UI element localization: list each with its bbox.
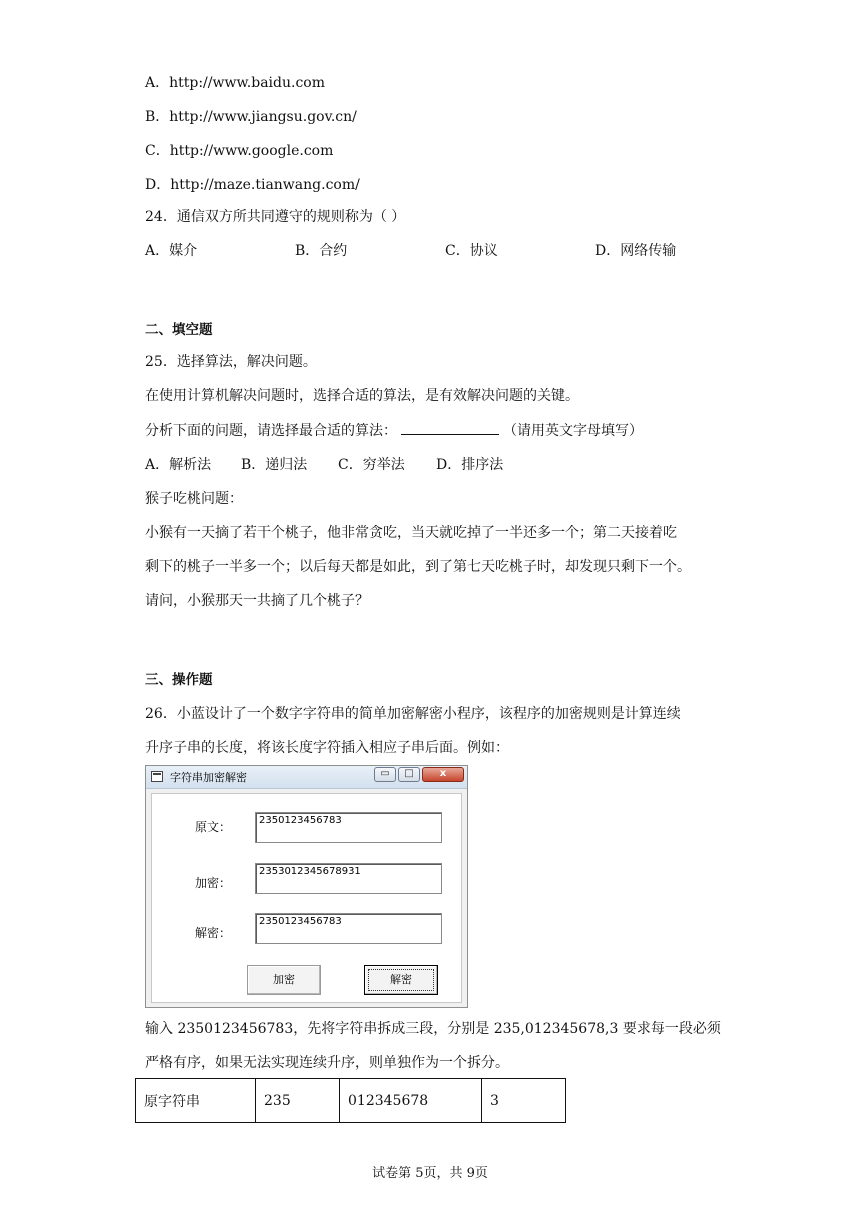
q25-stem: 25．选择算法，解决问题。 [145, 354, 317, 370]
table-cell: 012345678 [340, 1079, 482, 1123]
original-text-field[interactable]: 2350123456783 [255, 812, 442, 843]
q25-question-suffix: （请用英文字母填写） [503, 423, 643, 439]
q23-option-d: D．http://maze.tianwang.com/ [145, 177, 360, 193]
original-label: 原文： [195, 820, 232, 834]
close-button[interactable]: x [422, 767, 464, 782]
table-cell: 235 [256, 1079, 340, 1123]
q25-problem-line-1: 小猴有一天摘了若干个桃子，他非常贪吃，当天就吃掉了一半还多一个；第二天接着吃 [145, 525, 677, 541]
q24-option-d: D．网络传输 [595, 243, 677, 259]
answer-blank [401, 420, 499, 435]
section-title-operation: 三、操作题 [145, 672, 213, 688]
q24-option-c: C．协议 [445, 243, 498, 259]
q25-option-c: C．穷举法 [338, 457, 405, 473]
split-table [135, 1078, 566, 1123]
decrypt-button[interactable]: 解密 [364, 965, 438, 995]
maximize-button[interactable]: □ [398, 767, 420, 782]
q26-after-line-1: 输入 2350123456783，先将字符串拆成三段，分别是 235,012345678,3 要求每一段必须 [145, 1021, 721, 1037]
window-title: 字符串加密解密 [170, 771, 247, 784]
q25-option-d: D．排序法 [436, 457, 504, 473]
q24-stem: 24．通信双方所共同遵守的规则称为（ ） [145, 209, 406, 225]
table-row [136, 1079, 566, 1123]
page-footer: 试卷第 5页，共 9页 [372, 1166, 488, 1181]
decrypted-label: 解密： [195, 926, 232, 940]
encrypt-window [145, 765, 468, 1008]
q23-option-a: A．http://www.baidu.com [145, 75, 325, 91]
table-cell: 原字符串 [136, 1079, 256, 1123]
q23-option-b: B．http://www.jiangsu.gov.cn/ [145, 109, 357, 125]
q26-line-2: 升序子串的长度，将该长度字符插入相应子串后面。例如： [145, 740, 509, 756]
q25-option-b: B．递归法 [241, 457, 308, 473]
window-title-bar [146, 766, 467, 789]
q25-question-prefix: 分析下面的问题，请选择最合适的算法： [145, 423, 397, 439]
encrypt-button[interactable]: 加密 [247, 965, 321, 995]
section-title-fill-blank: 二、填空题 [145, 322, 213, 338]
table-cell: 3 [482, 1079, 566, 1123]
q24-option-a: A．媒介 [145, 243, 198, 259]
q25-question [145, 420, 643, 441]
q25-problem-line-3: 请问，小猴那天一共摘了几个桃子？ [145, 593, 369, 609]
q23-option-c: C．http://www.google.com [145, 143, 334, 159]
decrypted-text-field[interactable]: 2350123456783 [255, 913, 442, 944]
q25-option-a: A．解析法 [145, 457, 212, 473]
q24-option-b: B．合约 [295, 243, 348, 259]
minimize-button[interactable]: ▭ [374, 767, 396, 782]
q26-after-line-2: 严格有序，如果无法实现连续升序，则单独作为一个拆分。 [145, 1055, 509, 1071]
q25-problem-line-2: 剩下的桃子一半多一个；以后每天都是如此，到了第七天吃桃子时，却发现只剩下一个。 [145, 559, 691, 575]
q25-problem-title: 猴子吃桃问题： [145, 491, 243, 507]
window-client-area [151, 793, 462, 1003]
encrypted-label: 加密： [195, 876, 232, 890]
encrypted-text-field[interactable]: 2353012345678931 [255, 863, 442, 894]
app-window-icon [151, 771, 163, 782]
q25-intro: 在使用计算机解决问题时，选择合适的算法，是有效解决问题的关键。 [145, 388, 579, 404]
q26-line-1: 26．小蓝设计了一个数字字符串的简单加密解密小程序，该程序的加密规则是计算连续 [145, 706, 681, 722]
